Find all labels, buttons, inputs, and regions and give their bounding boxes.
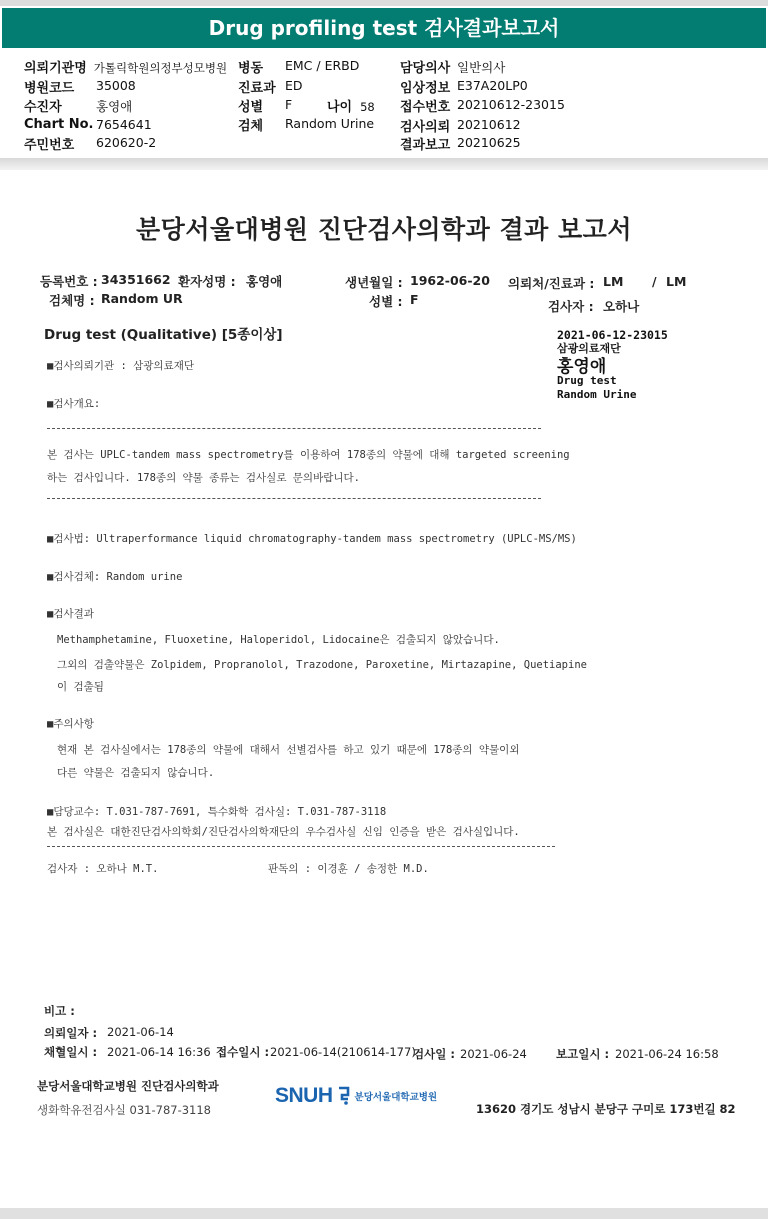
contact-line: ■담당교수: T.031-787-7691, 특수화학 검사실: T.031-787-3118: [47, 806, 387, 818]
test-date-label: 검사일 :: [413, 1047, 455, 1061]
footer-lab-contact: 생화학유전검사실 031-787-3118: [37, 1103, 211, 1117]
certification-line: 본 검사실은 대한진단검사의학회/진단검사의학재단의 우수검사실 신임 인증을 받은 검사실입니다.: [47, 826, 520, 838]
field-label: 담당의사: [400, 61, 451, 76]
header-field-department: [238, 77, 276, 96]
patient-label: 환자성명 :: [178, 274, 236, 289]
report-date-label: 보고일시 :: [556, 1047, 610, 1061]
reg-no-label: 등록번호 :: [40, 274, 98, 289]
dashed-divider: [47, 498, 541, 499]
header-field-chart-no: [24, 116, 93, 132]
header-field-receipt-no: [400, 96, 450, 115]
field-value: EMC / ERBD: [285, 58, 360, 73]
field-label: 나이: [327, 100, 353, 115]
result-line-3: 이 검출됨: [57, 681, 104, 693]
stamp-id: 2021-06-12-23015: [557, 328, 668, 342]
remark-label: [44, 1003, 75, 1019]
stamp-org: 삼광의료재단: [557, 342, 621, 355]
header-field-age: [327, 96, 375, 115]
field-value: 35008: [96, 78, 136, 93]
field-value: 홍영애: [96, 99, 133, 114]
field-value: E37A20LP0: [457, 78, 528, 93]
examiner-line: 검사자 : 오하나 M.T.: [47, 863, 159, 875]
header-field-specimen: [238, 115, 263, 134]
field-label: Chart No.: [24, 117, 94, 132]
request-date-value: 2021-06-14: [107, 1025, 174, 1039]
sex-label: 성별 :: [369, 294, 403, 309]
stamp-name: 홍영애: [557, 357, 607, 377]
collect-row: [44, 1044, 97, 1060]
logo-korean-name: 분당서울대학교병원: [354, 1092, 438, 1103]
test-date-row: [413, 1046, 455, 1062]
hospital-address: 13620 경기도 성남시 분당구 구미로 173번길 82: [476, 1102, 736, 1116]
stamp-test: Drug test: [557, 374, 617, 387]
dashed-divider: [47, 846, 555, 847]
reader-line: 판독의 : 이경훈 / 송정한 M.D.: [268, 863, 429, 875]
report-title-bar: [2, 8, 766, 48]
top-border: [0, 0, 768, 6]
specimen-label: 검체명 :: [49, 293, 95, 308]
header-field-request-date: [400, 116, 450, 135]
overview-line-2: 하는 검사입니다. 178종의 약물 종류는 검사실로 문의바랍니다.: [47, 472, 360, 484]
field-label: 성별: [238, 100, 264, 115]
request-date-label: 의뢰일자 :: [44, 1026, 98, 1040]
tester-value: 오하나: [603, 299, 640, 314]
tester-label: 검사자 :: [548, 299, 594, 314]
dept-separator: /: [652, 274, 657, 289]
receipt-row: [216, 1044, 269, 1060]
dept-label: 의뢰처/진료과 :: [508, 276, 595, 291]
report-date-row: [556, 1046, 609, 1062]
overview-line-1: 본 검사는 UPLC-tandem mass spectrometry를 이용하여 178종의 약물에 대해 targeted screening: [47, 449, 570, 461]
report-title: Drug profiling test 검사결과보고서: [208, 16, 560, 40]
header-field-clinical-info: [400, 77, 450, 96]
header-field-patient: [24, 96, 62, 115]
field-value: 620620-2: [96, 135, 157, 150]
specimen-value: Random UR: [101, 291, 183, 306]
field-value: 58: [360, 100, 375, 114]
patient-value: 홍영애: [246, 274, 283, 289]
overview-heading: ■검사개요:: [47, 398, 101, 410]
collect-value: 2021-06-14 16:36: [107, 1045, 211, 1059]
field-label: 의뢰기관명: [24, 61, 87, 76]
footer-department: 분당서울대학교병원 진단검사의학과: [37, 1079, 219, 1093]
result-line-1: Methamphetamine, Fluoxetine, Haloperidol, Lidocaine은 검출되지 않았습니다.: [57, 634, 500, 646]
field-label: 병원코드: [24, 81, 75, 96]
field-label: 병동: [238, 61, 264, 76]
header-field-institution: [24, 57, 227, 76]
dept-value-2: LM: [666, 274, 687, 289]
receipt-label: 접수일시 :: [216, 1045, 270, 1059]
hospital-report-title: 분당서울대병원 진단검사의학과 결과 보고서: [136, 215, 632, 244]
result-heading: ■검사결과: [47, 608, 94, 620]
field-value: F: [285, 97, 293, 112]
field-label: 결과보고: [400, 138, 451, 153]
result-line-2: 그외의 검출약물은 Zolpidem, Propranolol, Trazodone, Paroxetine, Mirtazapine, Quetiapine: [57, 659, 587, 671]
field-value: 일반의사: [457, 60, 506, 75]
remark-label-text: 비고 :: [44, 1004, 75, 1018]
reg-no-value: 34351662: [101, 272, 171, 287]
field-label: 주민번호: [24, 138, 75, 153]
field-value: 가톨릭학원의정부성모병원: [93, 61, 228, 75]
field-label: 임상정보: [400, 81, 451, 96]
field-value: 20210612-23015: [457, 97, 565, 112]
stamp-specimen: Random Urine: [557, 388, 637, 401]
institution-line: ■검사의뢰기관 : 삼광의료재단: [47, 360, 195, 372]
receipt-value: 2021-06-14(210614-177): [270, 1045, 416, 1059]
header-field-ward: [238, 57, 263, 76]
note-line-1: 현재 본 검사실에서는 178종의 약물에 대해서 선별검사를 하고 있기 때문에 178종의 약물이외: [57, 744, 520, 756]
test-date-value: 2021-06-24: [460, 1047, 527, 1061]
field-value: 20210612: [457, 117, 521, 132]
header-field-doctor: [400, 57, 450, 76]
field-value: Random Urine: [285, 116, 375, 131]
note-line-2: 다른 약물은 검출되지 않습니다.: [57, 767, 215, 779]
field-value: 7654641: [96, 117, 152, 132]
header-field-sex: [238, 96, 263, 115]
note-heading: ■주의사항: [47, 718, 94, 730]
dob-label: 생년월일 :: [345, 275, 403, 290]
report-date-value: 2021-06-24 16:58: [615, 1047, 719, 1061]
field-label: 검체: [238, 119, 264, 134]
request-date-row: [44, 1025, 97, 1041]
dashed-divider: [47, 428, 541, 429]
field-label: 수진자: [24, 100, 62, 115]
hospital-logo: [275, 1084, 437, 1108]
field-label: 검사의뢰: [400, 120, 451, 135]
method-line: ■검사법: Ultraperformance liquid chromatography-tandem mass spectrometry (UPLC-MS/MS): [47, 533, 577, 545]
header-field-resident-no: [24, 134, 74, 153]
field-value: ED: [285, 78, 303, 93]
logo-mark-icon: [337, 1086, 351, 1106]
bottom-border: [0, 1208, 768, 1219]
test-section-heading: Drug test (Qualitative) [5종이상]: [44, 327, 283, 343]
field-value: 20210625: [457, 135, 521, 150]
field-label: 진료과: [238, 81, 276, 96]
header-field-hospital-code: [24, 77, 74, 96]
sex-value: F: [410, 292, 419, 307]
sample-line: ■검사검체: Random urine: [47, 571, 183, 583]
field-label: 접수번호: [400, 100, 451, 115]
dob-value: 1962-06-20: [410, 273, 490, 288]
logo-text: SNUH: [275, 1084, 333, 1107]
header-field-report-date: [400, 134, 450, 153]
dept-value-1: LM: [603, 274, 624, 289]
section-separator: [0, 158, 768, 170]
collect-label: 채혈일시 :: [44, 1045, 98, 1059]
